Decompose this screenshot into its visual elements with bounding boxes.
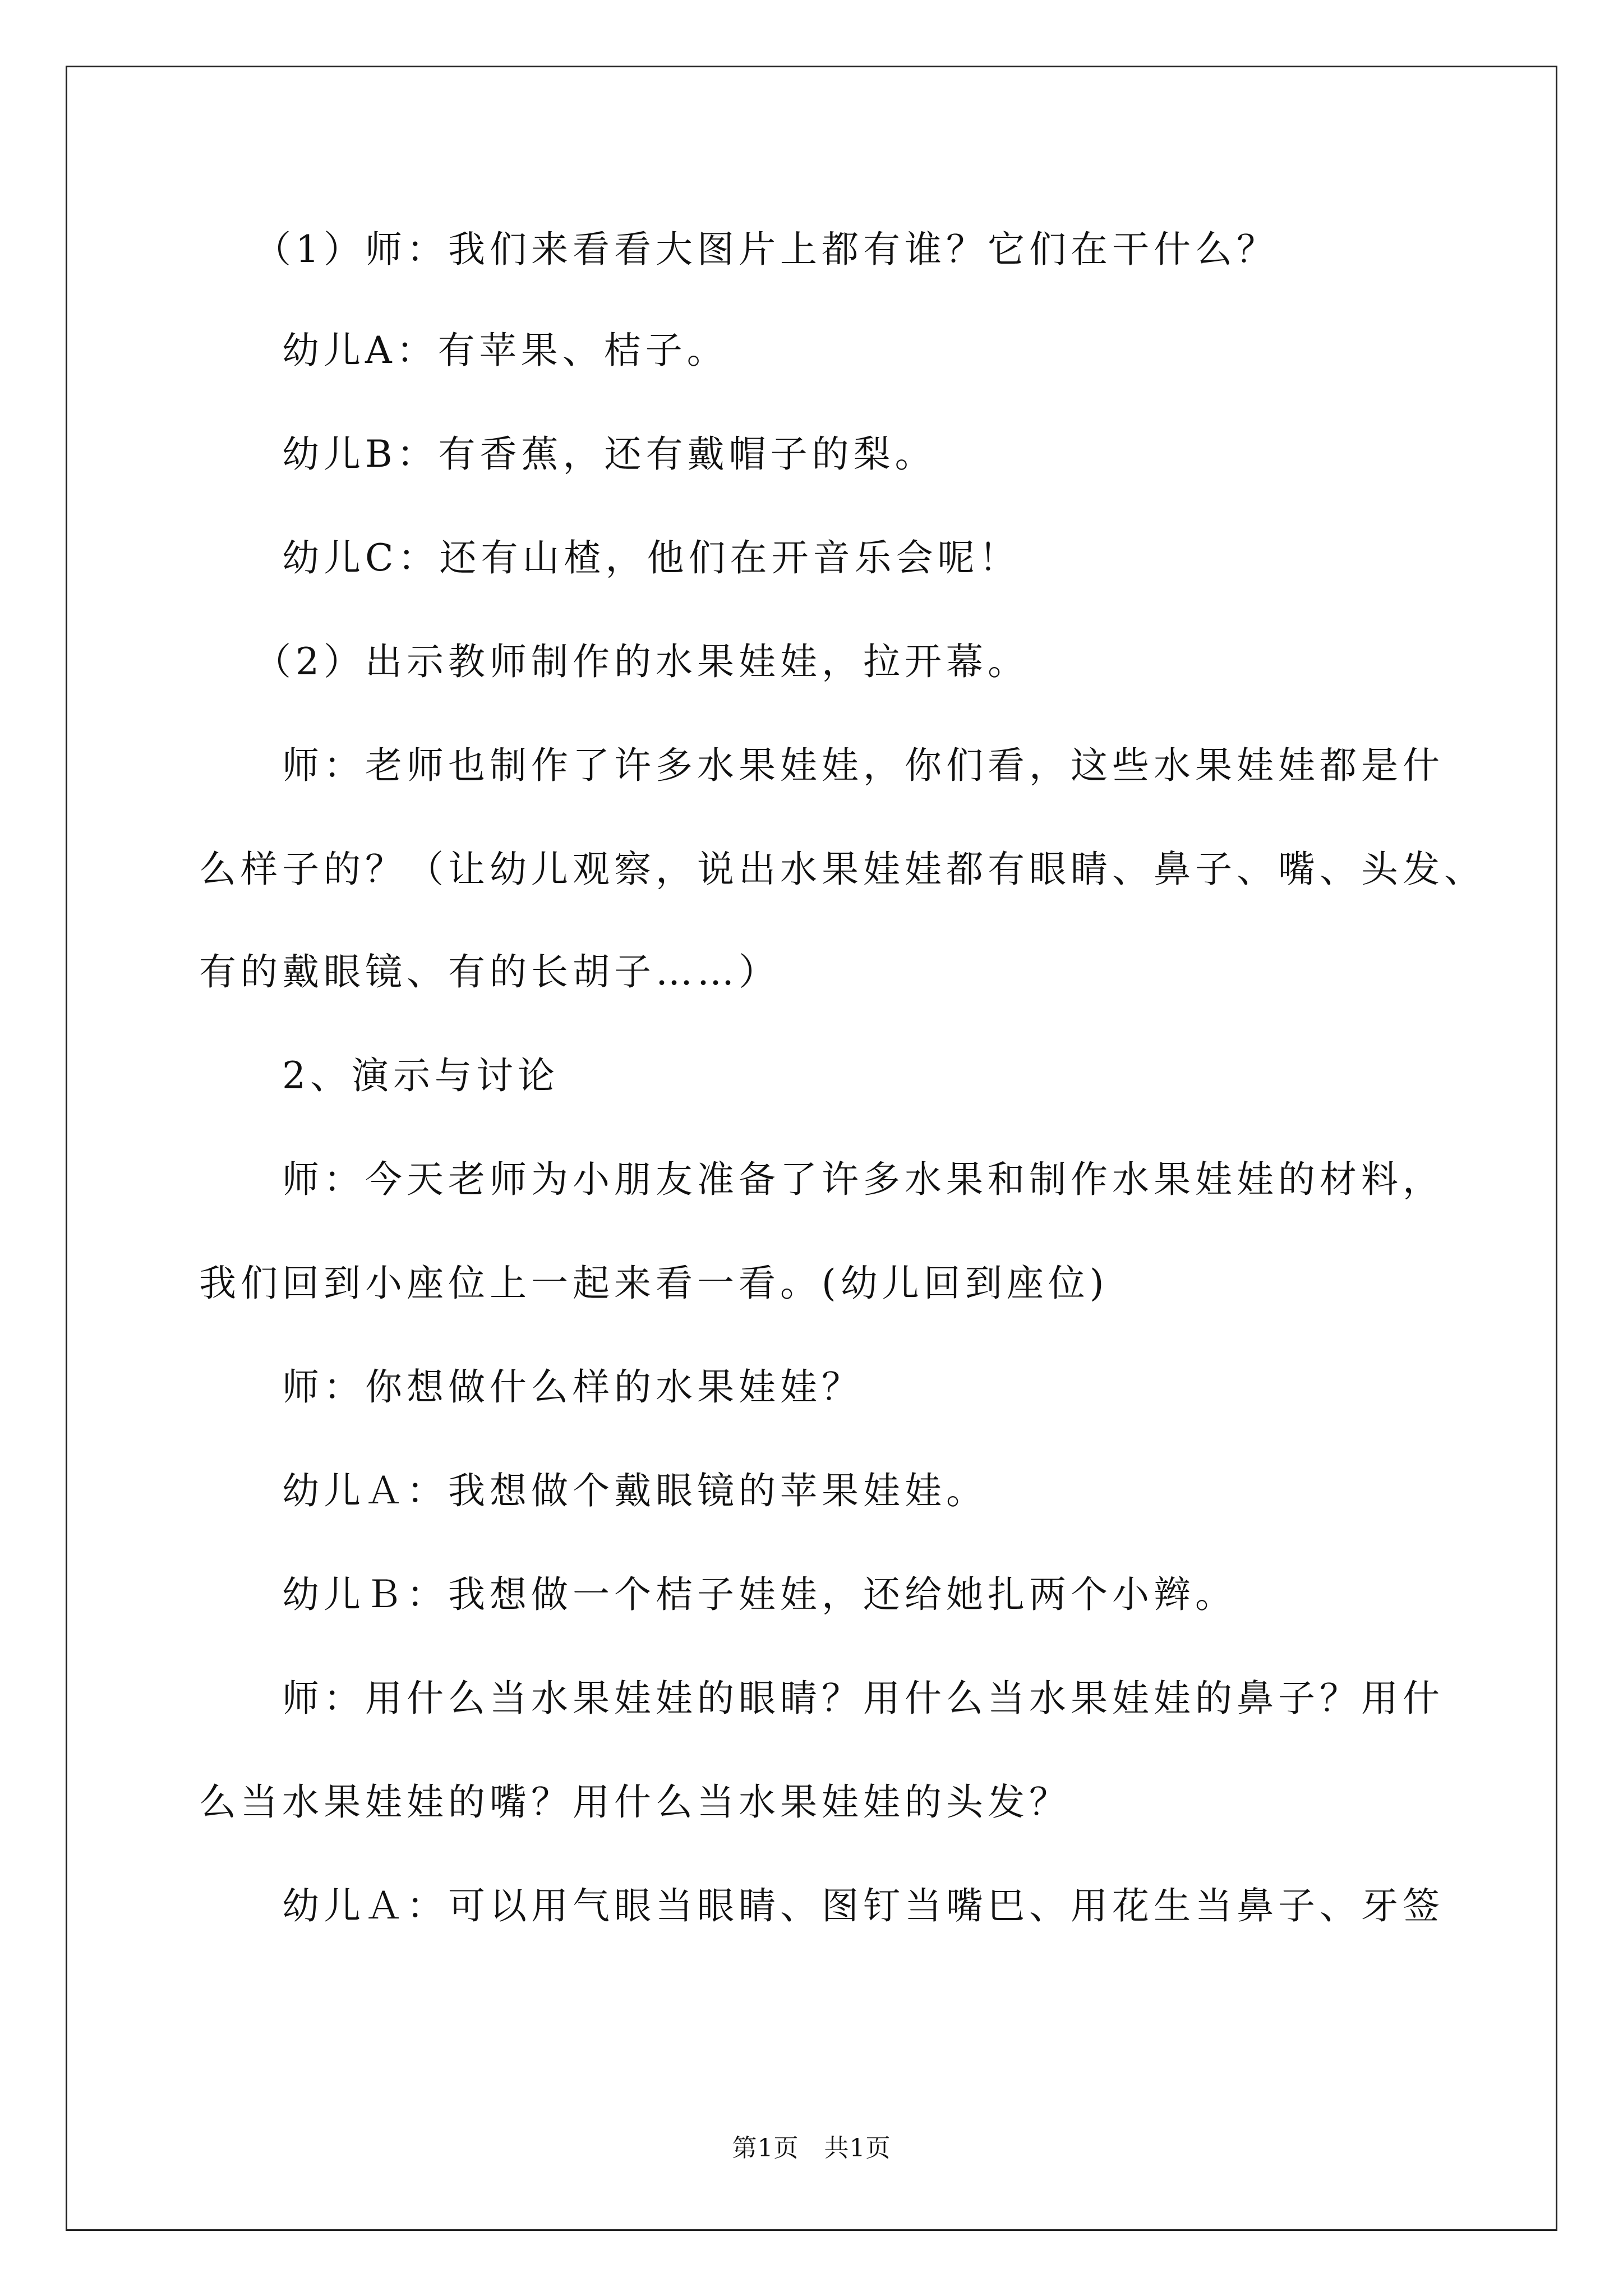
paragraph-line-16: 么当水果娃娃的嘴？用什么当水果娃娃的头发？ — [199, 1780, 1071, 1824]
paragraph-line-13: 幼儿Ａ：我想做个戴眼镜的苹果娃娃。 — [282, 1469, 988, 1512]
paragraph-line-2: 幼儿A：有苹果、桔子。 — [282, 329, 728, 372]
paragraph-line-17: 幼儿Ａ：可以用气眼当眼睛、图钉当嘴巴、用花生当鼻子、牙签 — [282, 1884, 1444, 1927]
paragraph-line-5: （2）出示教师制作的水果娃娃，拉开幕。 — [254, 640, 1029, 683]
page-number-label: 第1页 共1页 — [732, 2134, 891, 2162]
paragraph-line-1: （1）师：我们来看看大图片上都有谁？它们在干什么？ — [254, 228, 1278, 271]
paragraph-line-10: 师：今天老师为小朋友准备了许多水果和制作水果娃娃的材料， — [282, 1158, 1444, 1201]
paragraph-line-12: 师：你想做什么样的水果娃娃？ — [282, 1365, 863, 1409]
paragraph-line-14: 幼儿Ｂ：我想做一个桔子娃娃，还给她扎两个小辫。 — [282, 1573, 1237, 1616]
section-heading: 2、演示与讨论 — [282, 1054, 559, 1097]
paragraph-line-8: 有的戴眼镜、有的长胡子……） — [199, 950, 780, 993]
page-footer — [0, 2132, 1623, 2165]
paragraph-line-15: 师：用什么当水果娃娃的眼睛？用什么当水果娃娃的鼻子？用什 — [282, 1677, 1444, 1720]
paragraph-line-3: 幼儿B：有香蕉，还有戴帽子的梨。 — [282, 432, 937, 476]
paragraph-line-4: 幼儿C：还有山楂，他们在开音乐会呢！ — [282, 536, 1021, 579]
paragraph-line-7: 么样子的？（让幼儿观察，说出水果娃娃都有眼睛、鼻子、嘴、头发、 — [199, 848, 1486, 891]
paragraph-line-11: 我们回到小座位上一起来看一看。(幼儿回到座位) — [199, 1262, 1109, 1305]
paragraph-line-6: 师：老师也制作了许多水果娃娃，你们看，这些水果娃娃都是什 — [282, 744, 1444, 787]
